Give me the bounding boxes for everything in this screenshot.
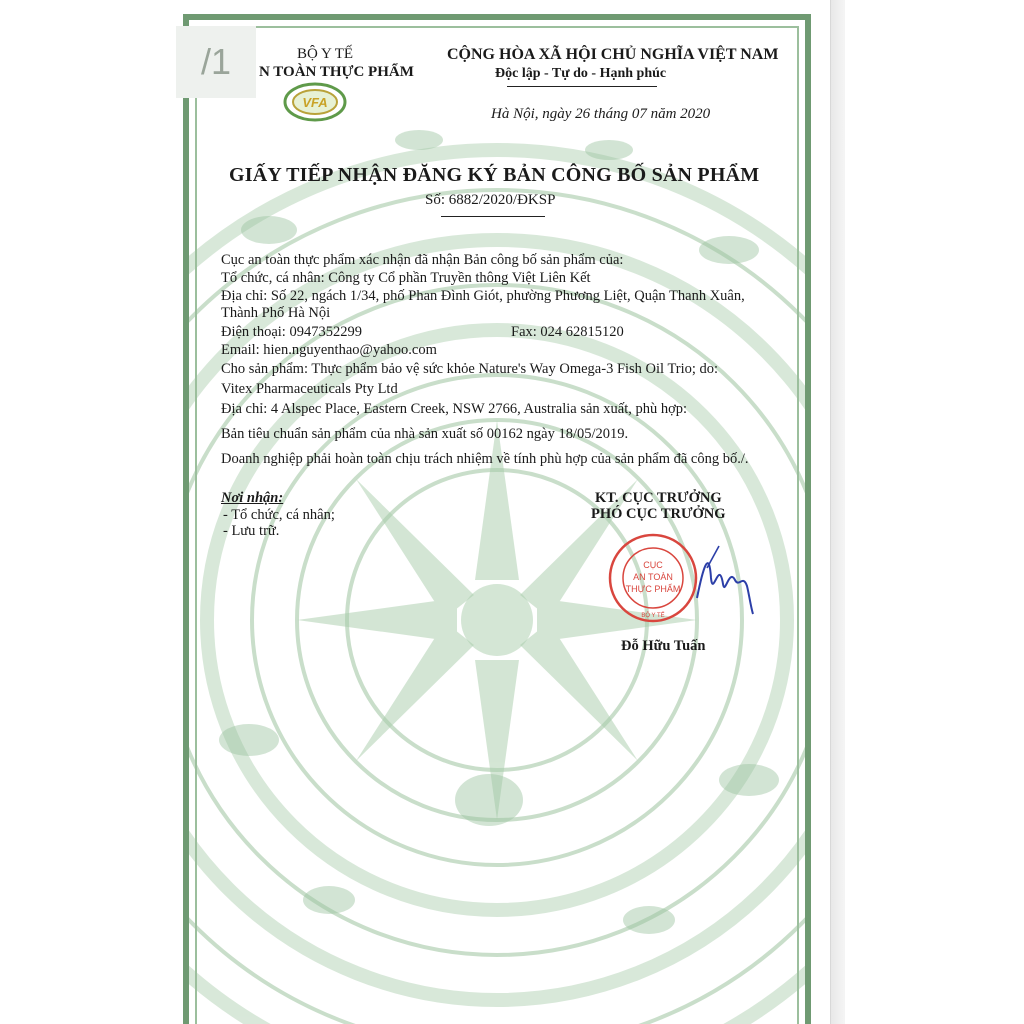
page-indicator: /1 [176,26,256,98]
phone: Điện thoại: 0947352299 [221,324,362,340]
address-line: Địa chỉ: Số 22, ngách 1/34, phố Phan Đình Giót, phường Phương Liệt, Quận Thanh Xuân, [221,288,745,304]
fax: Fax: 024 62815120 [511,324,624,340]
recipient-item: - Tổ chức, cá nhân; [223,507,335,523]
svg-text:VFA: VFA [302,95,328,110]
signatory-position: PHÓ CỤC TRƯỞNG [591,506,726,522]
department-name: N TOÀN THỰC PHẨM [259,64,414,80]
stamp-line: CỤC [643,560,663,570]
signatory-title: KT. CỤC TRƯỞNG [595,490,722,506]
responsibility-statement: Doanh nghiệp phải hoàn toàn chịu trách nhiệm về tính phù hợp của sản phẩm đã công bố./. [221,451,749,467]
product-standard: Bản tiêu chuẩn sản phẩm của nhà sản xuất số 00162 ngày 18/05/2019. [221,426,629,442]
background-area [820,0,1024,1024]
address-city: Thành Phố Hà Nội [221,305,331,321]
document-title: GIẤY TIẾP NHẬN ĐĂNG KÝ BẢN CÔNG BỐ SẢN PHẨM [229,164,760,186]
issue-date: Hà Nội, ngày 26 tháng 07 năm 2020 [491,106,711,122]
national-motto: Độc lập - Tự do - Hạnh phúc [495,66,667,81]
organization: Tổ chức, cá nhân: Công ty Cổ phần Truyền thông Việt Liên Kết [221,270,591,286]
recipients-heading: Nơi nhận: [221,490,284,506]
vfa-logo-icon [277,80,353,124]
manufacturer-address: Địa chỉ: 4 Alspec Place, Eastern Creek, NSW 2766, Australia sản xuất, phù hợp: [221,401,688,417]
handwritten-signature-icon [689,538,759,618]
republic-heading: CỘNG HÒA XÃ HỘI CHỦ NGHĨA VIỆT NAM [447,46,779,63]
official-stamp-icon [607,532,699,624]
recipient-item: - Lưu trữ. [223,523,280,539]
product-name: Cho sản phẩm: Thực phẩm bảo vệ sức khỏe Nature's Way Omega-3 Fish Oil Trio; do: [221,361,719,377]
stamp-ring-text: BỘ Y TẾ [641,613,665,619]
body-intro: Cục an toàn thực phẩm xác nhận đã nhận Bản công bố sản phẩm của: [221,252,624,268]
scrollbar[interactable] [830,0,845,1024]
stamp-line: THỰC PHẨM [625,584,681,594]
email: Email: hien.nguyenthao@yahoo.com [221,342,437,358]
number-underline [441,216,545,217]
motto-underline [507,86,657,87]
document-number: Số: 6882/2020/ĐKSP [425,192,556,208]
ministry-name: BỘ Y TẾ [296,46,354,62]
manufacturer-name: Vitex Pharmaceuticals Pty Ltd [221,381,398,397]
signer-name: Đỗ Hữu Tuấn [621,638,706,654]
certificate-document [183,14,811,1024]
stamp-line: AN TOÀN [633,572,673,582]
